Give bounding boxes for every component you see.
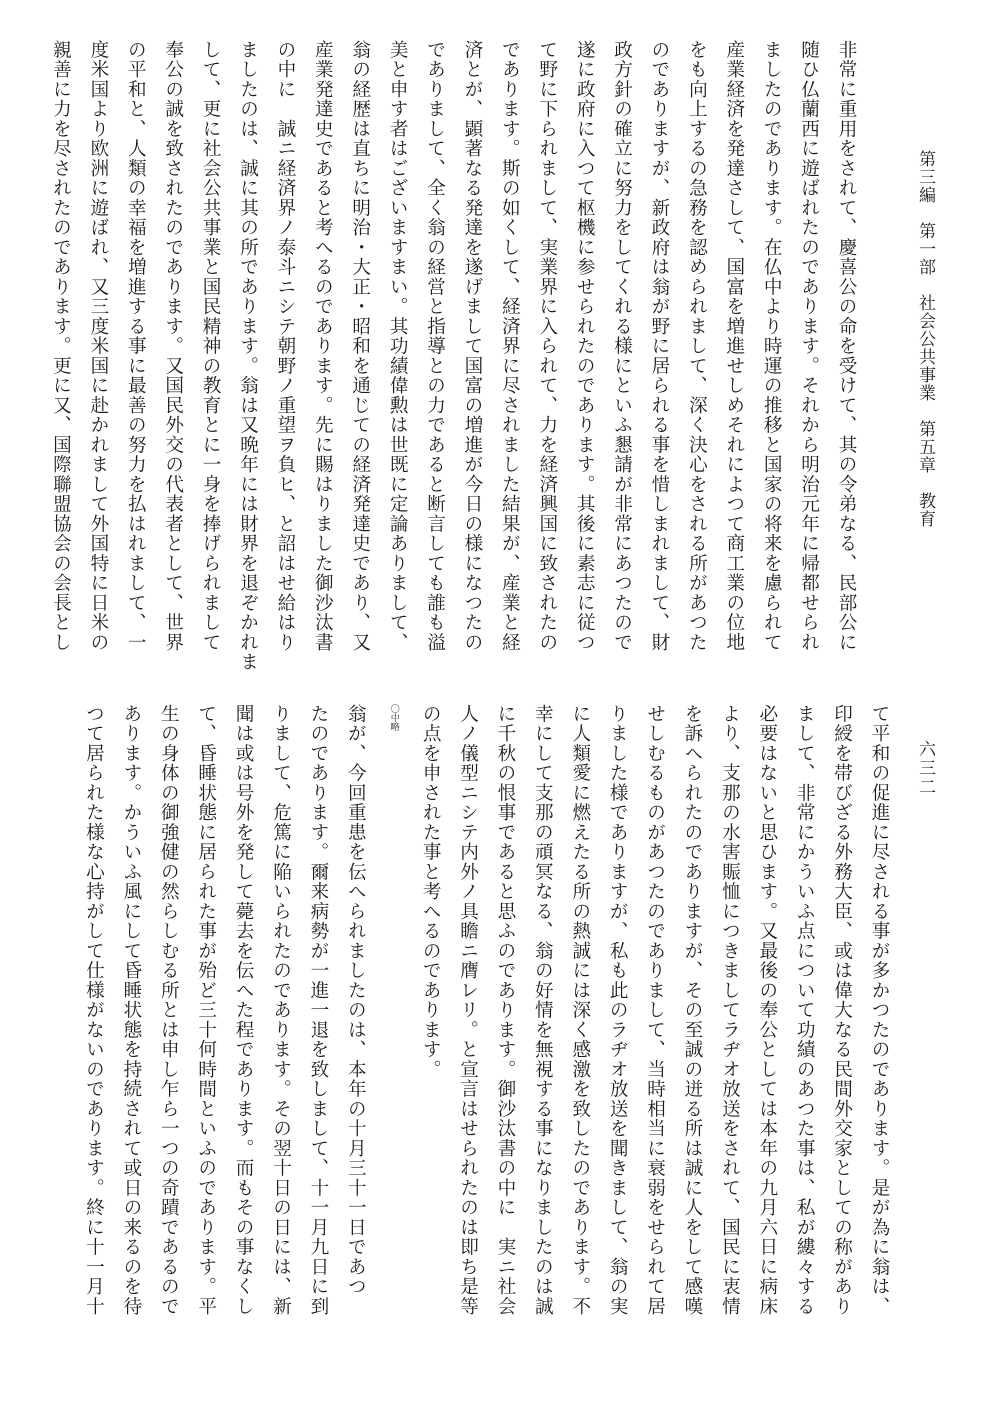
text-column: せしむるものがあつたのでありまして、当時相当に衰弱をせられて居 (644, 704, 666, 1317)
text-column: 遂に政府に入つて枢機に参せられたのであります。其後に素志に従つ (574, 40, 596, 653)
text-column: たのであります。爾来病勢が一進一退を致しまして、十一月九日に到 (307, 704, 329, 1317)
text-column: りました様でありますが、私も此のラヂオ放送を聞きまして、翁の実 (607, 704, 629, 1317)
text-column: をも向上するの急務を認められまして、深く決心をされる所があつた (686, 40, 708, 653)
omission-note (374, 704, 411, 1349)
lower-text-block (72, 704, 898, 1349)
text-column: 幸にして支那の頑冥なる、翁の好情を無視する事になりましたのは誠 (532, 704, 554, 1317)
text-column: 生の身体の御強健の然らしむる所とは申し乍ら一つの奇蹟であるので (158, 704, 180, 1317)
text-column: 美と申す者はございますまい。其功績偉勲は世既に定論ありまして、 (387, 40, 409, 653)
upper-text-block (50, 40, 865, 672)
text-column: 聞は或は号外を発して薨去を伝へた程であります。而もその事なくし (233, 704, 255, 1317)
page-number: 六三二 (915, 740, 935, 797)
text-column: のでありますが、新政府は翁が野に居られる事を惜しまれまして、財 (648, 40, 670, 653)
text-column: つて居られた様な心持がして仕様がないのであります。終に十一月十 (83, 704, 105, 1317)
text-column: に千秋の恨事であると思ふのであります。御沙汰書の中に 実ニ社会 (494, 704, 516, 1317)
text-column: を訴へられたのでありますが、その至誠の迸る所は誠に人をして感嘆 (681, 704, 703, 1317)
text-column: りまして、危篤に陥いられたのであります。その翌十日の日には、新 (270, 704, 292, 1317)
text-column: て平和の促進に尽される事が多かつたのであります。是が為に翁は、 (869, 704, 890, 1317)
text-column: 非常に重用をされて、慶喜公の命を受けて、其の令弟なる、民部公に (836, 40, 857, 653)
text-column: 翁が、今回重患を伝へられましたのは、本年の十月三十一日であつ (345, 704, 367, 1297)
running-head: 第三編 第一部 社会公共事業 第五章 教育 (915, 150, 935, 528)
text-column: に人類愛に燃えたる所の熱誠には深く感激を致したのであります。不 (569, 704, 591, 1317)
text-column: の点を申された事と考へるのであります。 (420, 704, 442, 1080)
text-column: 随ひ仏蘭西に遊ばれたのであります。それから明治元年に帰都せられ (798, 40, 820, 653)
text-column: 人ノ儀型ニシテ内外ノ具瞻ニ膺レリ。と宣言はせられたのは即ち是等 (457, 704, 479, 1317)
text-column: して、更に社会公共事業と国民精神の教育とに一身を捧げられまして (200, 40, 222, 653)
text-column: まして、非常にかういふ点について功績のあつた事は、私が縷々する (794, 704, 816, 1317)
text-column: の平和と、人類の幸福を増進する事に最善の努力を払はれまして、一 (125, 40, 147, 653)
text-column: 産業経済を発達さして、国富を増進せしめそれによつて商工業の位地 (723, 40, 745, 653)
text-column: の中に 誠ニ経済界ノ泰斗ニシテ朝野ノ重望ヲ負ヒ、と詔はせ給はり (274, 40, 296, 653)
text-column: 印綬を帯びざる外務大臣、或は偉大なる民間外交家としての称があり (831, 704, 853, 1317)
text-column: 政方針の確立に努力をしてくれる様にといふ懇請が非常にあつたので (611, 40, 633, 653)
text-column: ましたのであります。在仏中より時運の推移と国家の将来を慮られて (761, 40, 783, 653)
text-column: あります。かういふ風にして昏睡状態を持続されて或日の来るのを待 (120, 704, 142, 1317)
text-column: でありまして、全く翁の経営と指導との力であると断言しても誰も溢 (424, 40, 446, 653)
text-column: 済とが、顕著なる発達を遂げまして国富の増進が今日の様になつたの (461, 40, 483, 653)
text-column: であります。斯の如くして、経済界に尽されました結果が、産業と経 (499, 40, 521, 653)
text-column: て、昏睡状態に居られた事が殆ど三十何時間といふのであります。平 (195, 704, 217, 1317)
text-column: 翁の経歴は直ちに明治・大正・昭和を通じての経済発達史であり、又 (349, 40, 371, 653)
text-column: 親善に力を尽されたのであります。更に又、国際聯盟協会の会長とし (50, 40, 72, 653)
text-column: 度米国より欧洲に遊ばれ、又三度米国に赴かれまして外国特に日米の (87, 40, 109, 653)
omission-note-label: 〇中略 (388, 704, 399, 731)
text-column: 必要はないと思ひます。又最後の奉公としては本年の九月六日に病床 (756, 704, 778, 1317)
text-column: ましたのは、誠に其の所であります。翁は又晩年には財界を退ぞかれま (237, 40, 259, 672)
text-column: より、支那の水害賑恤につきましてラヂオ放送をされて、国民に衷情 (719, 704, 741, 1317)
text-column: 奉公の誠を致されたのであります。又国民外交の代表者として、世界 (162, 40, 184, 653)
text-column: 産業発達史であると考へるのであります。先に賜はりました御沙汰書 (312, 40, 334, 653)
text-column: て野に下られまして、実業界に入られて、力を経済興国に致されたの (536, 40, 558, 653)
